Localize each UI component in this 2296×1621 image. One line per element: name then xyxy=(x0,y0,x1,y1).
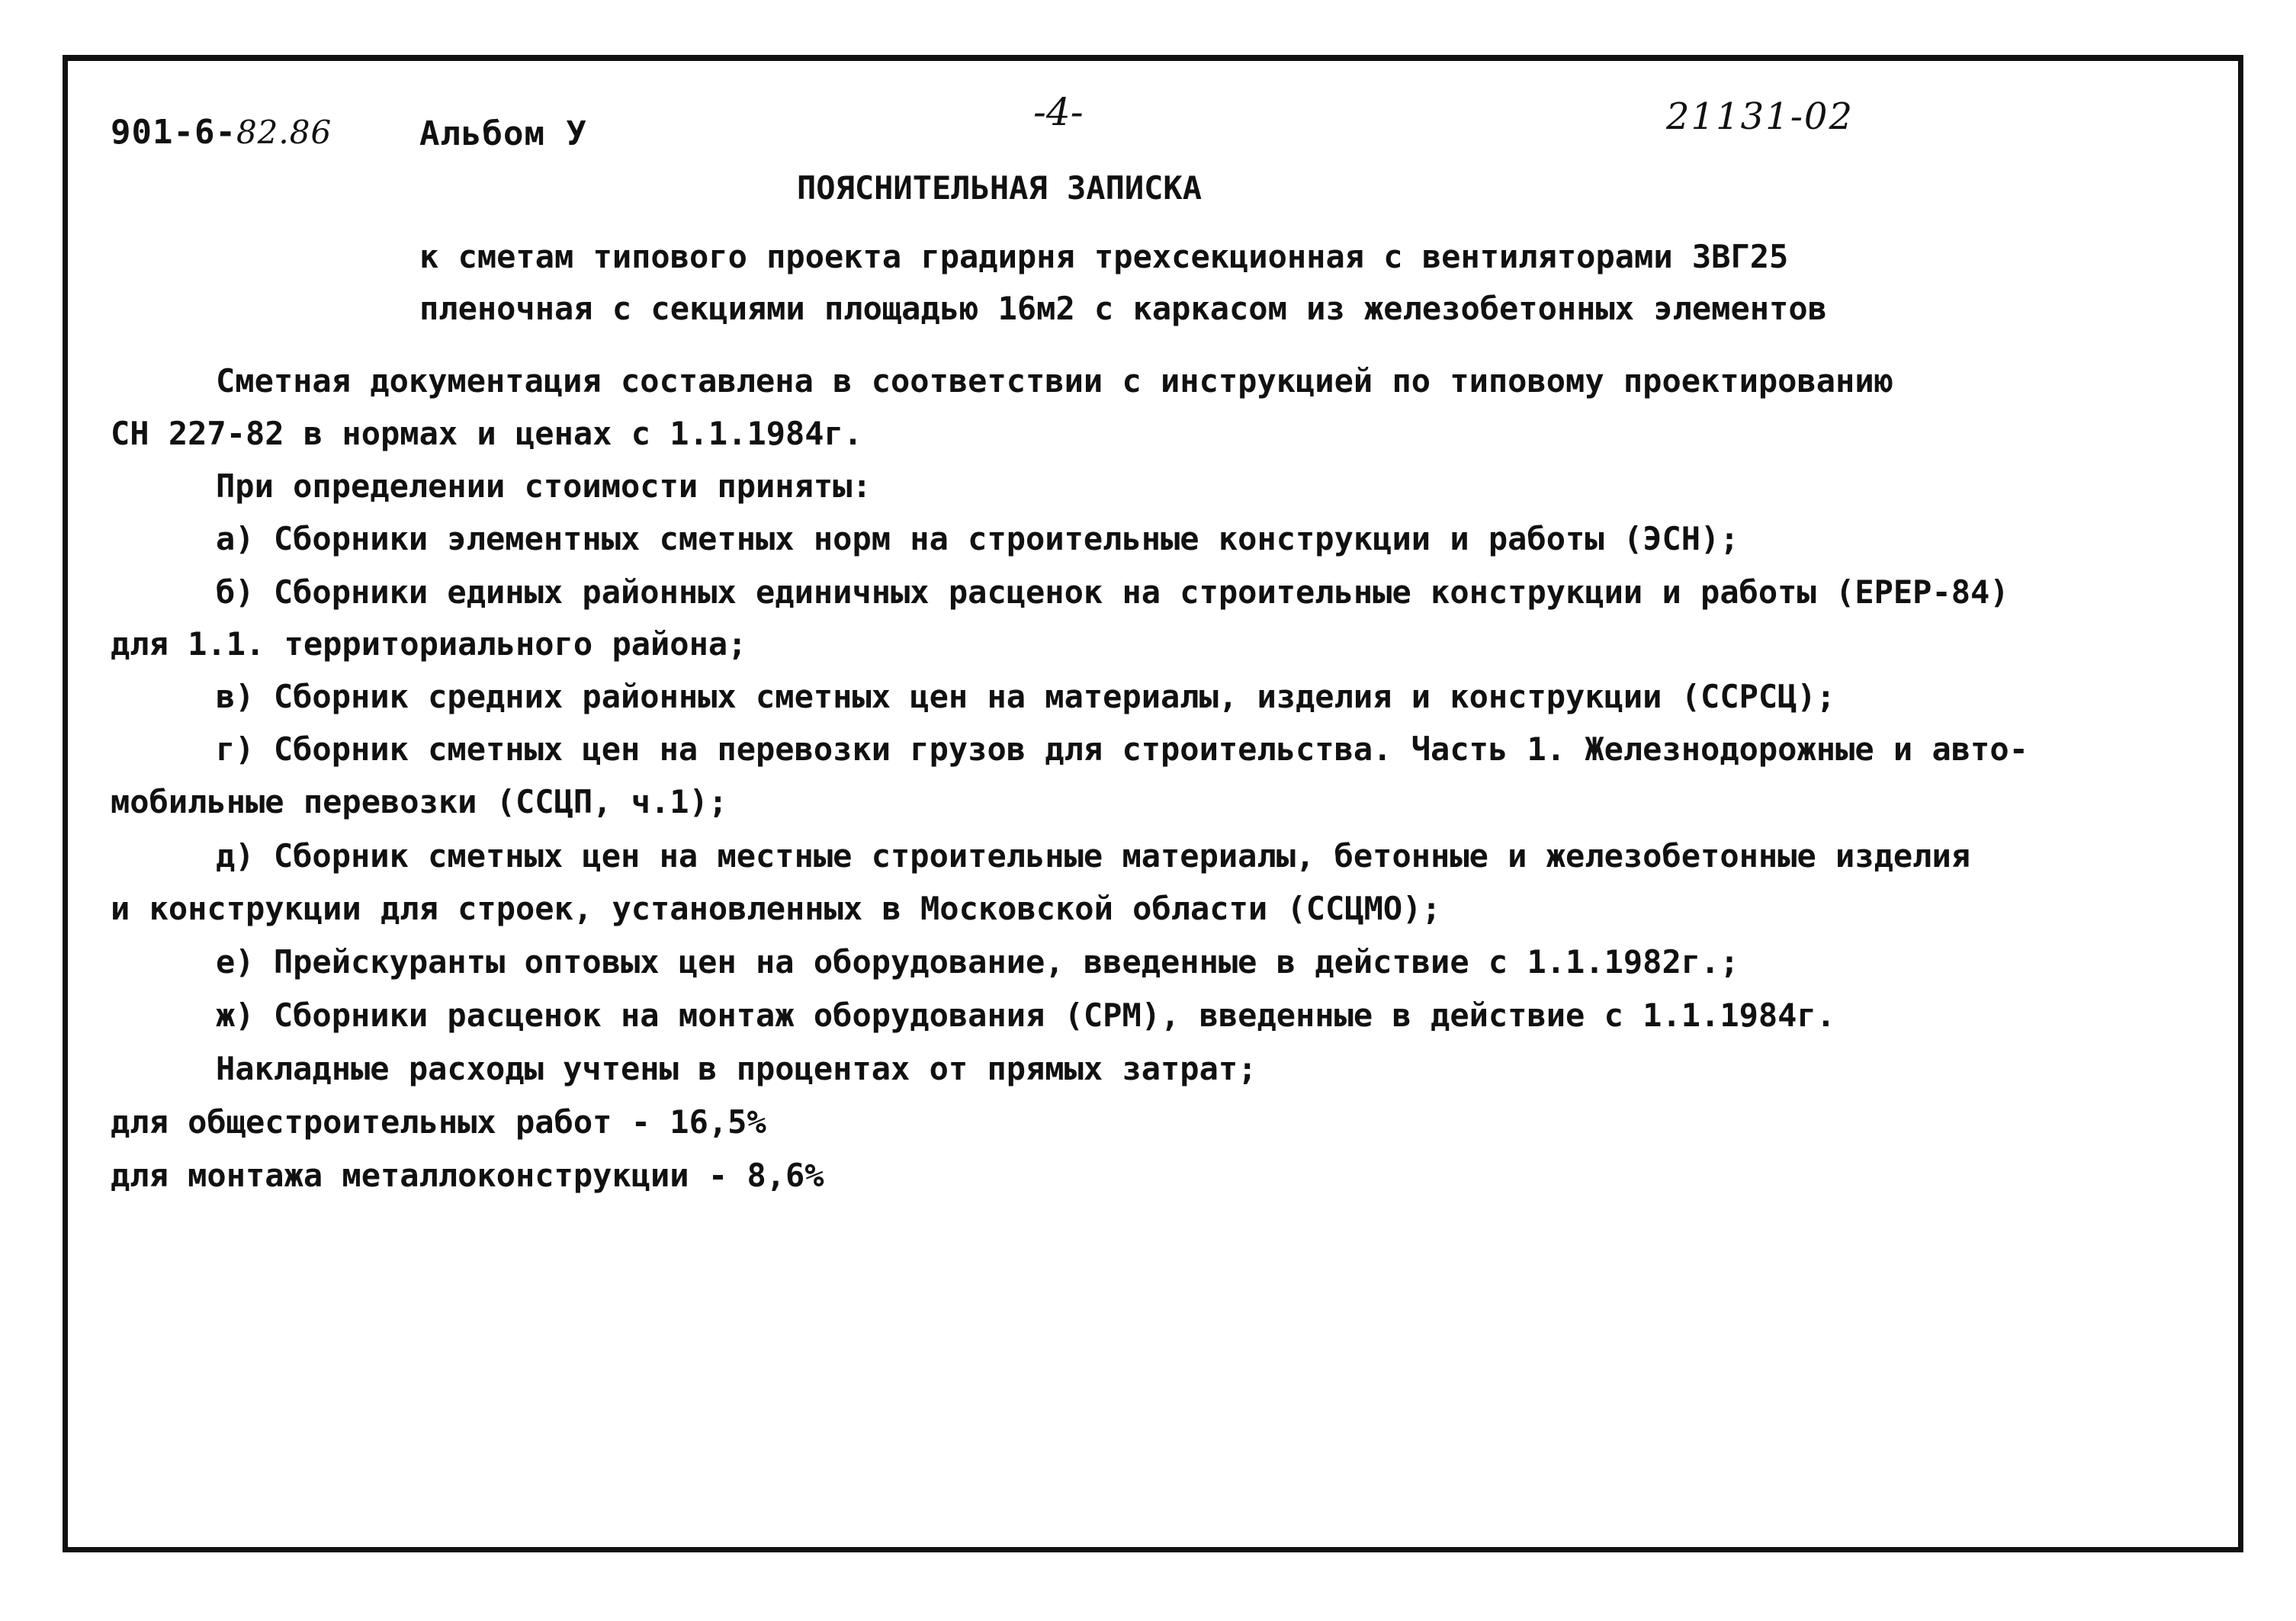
page-number: -4- xyxy=(1033,90,1084,134)
body-line-2: СН 227-82 в нормах и ценах с 1.1.1984г. xyxy=(111,415,863,452)
list-item-b: б) Сборники единых районных единичных расценок на строительные конструкции и работы (ЕРЕР-84) xyxy=(216,573,2009,611)
subtitle-line-2: пленочная с секциями площадью 16м2 с каркасом из железобетонных элементов xyxy=(419,290,1827,327)
overhead-metal: для монтажа металлоконструкции - 8,6% xyxy=(111,1157,824,1194)
document-code-handwritten: 82.86 xyxy=(236,114,332,151)
list-item-zh: ж) Сборники расценок на монтаж оборудования (СРМ), введенные в действие с 1.1.1984г. xyxy=(216,997,1836,1034)
album-label: Альбом У xyxy=(419,114,587,153)
subtitle-line-1: к сметам типового проекта градирня трехсекционная с вентиляторами 3ВГ25 xyxy=(419,238,1789,275)
list-item-g: г) Сборник сметных цен на перевозки грузов для строительства. Часть 1. Железнодорожные и авто- xyxy=(216,730,2028,768)
list-item-b-cont: для 1.1. территориального района; xyxy=(111,625,747,663)
list-item-d: д) Сборник сметных цен на местные строительные материалы, бетонные и железобетонные изделия xyxy=(216,837,1971,875)
list-item-d-cont: и конструкции для строек, установленных в Московской области (ССЦМО); xyxy=(111,890,1441,927)
overhead-intro: Накладные расходы учтены в процентах от прямых затрат; xyxy=(216,1050,1257,1087)
body-line-3: При определении стоимости приняты: xyxy=(216,467,872,505)
list-item-g-cont: мобильные перевозки (ССЦП, ч.1); xyxy=(111,783,728,820)
overhead-general: для общестроительных работ - 16,5% xyxy=(111,1103,766,1141)
list-item-a: а) Сборники элементных сметных норм на строительные конструкции и работы (ЭСН); xyxy=(216,520,1739,557)
list-item-e: е) Прейскуранты оптовых цен на оборудование, введенные в действие с 1.1.1982г.; xyxy=(216,943,1739,981)
body-line-1: Сметная документация составлена в соответствии с инструкцией по типовому проектированию xyxy=(216,362,1893,400)
list-item-v: в) Сборник средних районных сметных цен на материалы, изделия и конструкции (ССРСЦ); xyxy=(216,678,1836,715)
page-title: ПОЯСНИТЕЛЬНАЯ ЗАПИСКА xyxy=(797,169,1203,207)
document-code: 901-6-82.86 xyxy=(111,113,332,152)
sheet-code: 21131-02 xyxy=(1666,95,1854,138)
